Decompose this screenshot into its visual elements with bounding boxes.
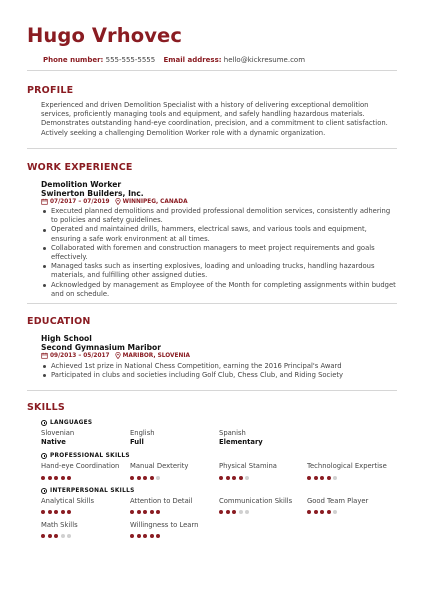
info-circle-icon [41,488,47,494]
skill-rating [41,510,74,514]
skill-name: Analytical Skills [41,497,94,505]
rating-dot-empty [333,510,337,514]
rating-dot-empty [245,510,249,514]
skills-heading: SKILLS [27,402,65,413]
experience-divider [27,303,397,304]
skill-rating [307,510,340,514]
job-role: Demolition Worker [41,180,122,189]
rating-dot-filled [143,476,147,480]
list-item: Executed planned demolitions and provided professional demolition services, consistently adhering to policies and safety guidelines. [41,207,397,225]
skill-name: Math Skills [41,521,78,529]
rating-dot-filled [48,476,52,480]
skill-rating [130,510,163,514]
phone-label: Phone number: [43,56,104,64]
rating-dot-filled [130,476,134,480]
education-location: MARIBOR, SLOVENIA [122,352,190,359]
skill-rating [219,476,252,480]
skill-name: Good Team Player [307,497,369,505]
rating-dot-filled [67,510,71,514]
education-meta [41,352,190,359]
rating-dot-filled [150,510,154,514]
rating-dot-empty [156,476,160,480]
profile-text: Experienced and driven Demolition Specialist with a history of delivering exceptional demolition services, proficiently managing tools and equipment, and safely handling hazardous materials. Demonstrates outstanding hand-eye coordination, precision, and a commitment to client satisfaction. Actively seeking a challenging Demolition Worker role with a dynamic organization. [41,101,388,137]
job-bullets [41,207,397,299]
header-divider [27,70,397,71]
education-heading: EDUCATION [27,316,91,327]
candidate-name: Hugo Vrhovec [27,24,183,47]
education-degree: High School [41,334,92,343]
list-item: Achieved 1st prize in National Chess Competition, earning the 2016 Principal's Award [41,362,397,371]
skill-rating [130,534,163,538]
list-item: Acknowledged by management as Employee of the Month for completing assignments within budget and on schedule. [41,281,397,299]
list-item: Managed tasks such as inserting explosives, loading and unloading trucks, handling hazardous materials, and fulfilling other assigned duties. [41,262,397,280]
rating-dot-filled [307,510,311,514]
rating-dot-empty [333,476,337,480]
profile-divider [27,148,397,149]
rating-dot-filled [156,534,160,538]
language-item: English Full [130,429,155,446]
skill-name: Communication Skills [219,497,293,505]
skill-name: Hand-eye Coordination [41,462,120,470]
rating-dot-filled [61,476,65,480]
rating-dot-filled [54,476,58,480]
work-experience-heading: WORK EXPERIENCE [27,162,133,173]
skill-rating [307,476,340,480]
calendar-icon [41,352,48,359]
rating-dot-empty [67,534,71,538]
rating-dot-filled [41,510,45,514]
rating-dot-filled [54,534,58,538]
rating-dot-empty [239,510,243,514]
rating-dot-filled [327,476,331,480]
language-item: Spanish Elementary [219,429,263,446]
rating-dot-filled [320,476,324,480]
languages-heading: LANGUAGES [41,420,92,426]
list-item: Operated and maintained drills, hammers, electrical saws, and various tools and equipment, ensuring a safe work environment at all times. [41,225,397,243]
skill-name: Technological Expertise [307,462,387,470]
rating-dot-filled [219,476,223,480]
education-school: Second Gymnasium Maribor [41,343,161,352]
location-pin-icon [115,352,121,359]
language-item: Slovenian Native [41,429,75,446]
email-label: Email address: [163,56,222,64]
rating-dot-filled [137,510,141,514]
rating-dot-filled [226,510,230,514]
rating-dot-filled [150,476,154,480]
education-bullets [41,362,397,380]
rating-dot-empty [245,476,249,480]
info-circle-icon [41,420,47,426]
list-item: Collaborated with foremen and construction managers to meet project requirements and goals effectively. [41,244,397,262]
rating-dot-filled [314,476,318,480]
rating-dot-filled [48,510,52,514]
job-company: Swinerton Builders, Inc. [41,189,144,198]
rating-dot-filled [130,510,134,514]
job-dates: 07/2017 – 07/2019 [50,198,110,205]
skill-name: Attention to Detail [130,497,193,505]
professional-skills-heading: PROFESSIONAL SKILLS [41,453,130,459]
rating-dot-filled [150,534,154,538]
info-circle-icon [41,453,47,459]
calendar-icon [41,198,48,205]
rating-dot-filled [67,476,71,480]
education-divider [27,390,397,391]
education-dates: 09/2013 – 05/2017 [50,352,110,359]
phone-value: 555-555-5555 [105,56,156,64]
rating-dot-filled [320,510,324,514]
skill-name: Willingness to Learn [130,521,199,529]
skill-rating [41,476,74,480]
rating-dot-filled [232,476,236,480]
skill-rating [130,476,163,480]
location-pin-icon [115,198,121,205]
rating-dot-filled [61,510,65,514]
job-location: WINNIPEG, CANADA [122,198,188,205]
rating-dot-filled [41,476,45,480]
job-meta [41,198,188,205]
skill-rating [41,534,74,538]
skill-name: Physical Stamina [219,462,277,470]
rating-dot-filled [130,534,134,538]
rating-dot-filled [48,534,52,538]
rating-dot-filled [226,476,230,480]
rating-dot-filled [143,534,147,538]
skill-rating [219,510,252,514]
rating-dot-filled [232,510,236,514]
rating-dot-filled [219,510,223,514]
rating-dot-empty [61,534,65,538]
rating-dot-filled [239,476,243,480]
rating-dot-filled [156,510,160,514]
rating-dot-filled [327,510,331,514]
rating-dot-filled [41,534,45,538]
rating-dot-filled [314,510,318,514]
interpersonal-skills-heading: INTERPERSONAL SKILLS [41,488,135,494]
rating-dot-filled [143,510,147,514]
email-value: hello@kickresume.com [223,56,306,64]
skill-name: Manual Dexterity [130,462,189,470]
rating-dot-filled [137,476,141,480]
contact-line [43,56,311,64]
rating-dot-filled [54,510,58,514]
rating-dot-filled [307,476,311,480]
list-item: Participated in clubs and societies including Golf Club, Chess Club, and Riding Society [41,371,397,380]
profile-heading: PROFILE [27,85,74,96]
rating-dot-filled [137,534,141,538]
